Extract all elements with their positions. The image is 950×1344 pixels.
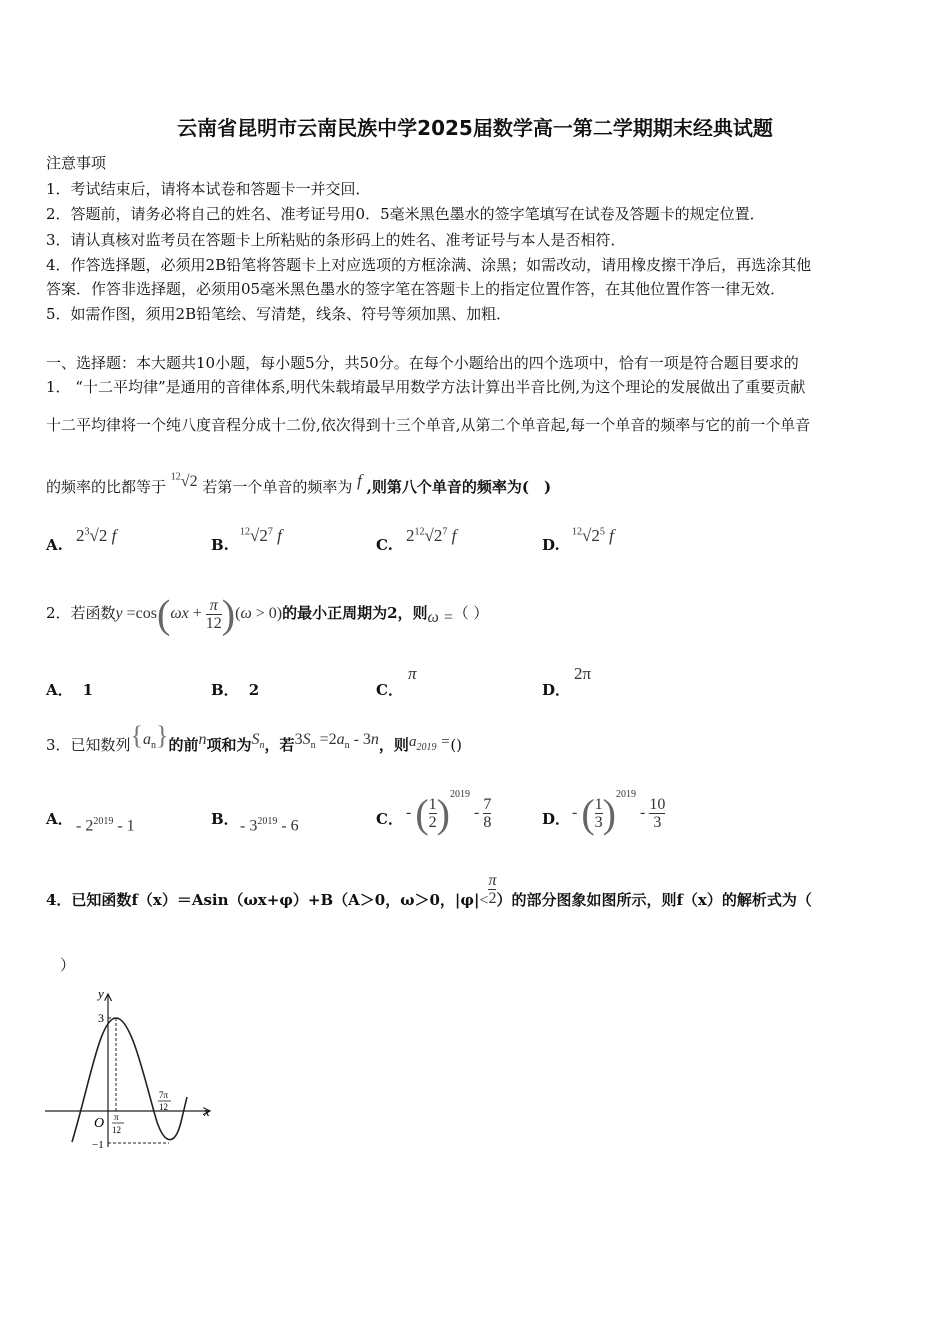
q2-option-d-label: D． (542, 681, 571, 699)
q4-phi-bound: < $\frac{\pi}{2}$ (479, 871, 497, 909)
q1-option-d-label: D. (542, 536, 560, 554)
graph-x2-num: 7π (159, 1090, 169, 1100)
graph-x-label: x (204, 1104, 210, 1119)
q2-function-formula: y =cos(ωx + $\frac{\pi}{12}$ )(ω > 0) (115, 591, 283, 637)
q3-n: n (198, 731, 207, 748)
q3-option-a-label: A． (46, 810, 73, 828)
notice-item-2: 2．答题前，请务必将自己的姓名、准考证号用0．5毫米黑色墨水的签字笔填写在试卷及答题卡的规定位置． (46, 205, 765, 223)
q1-f-symbol: f (357, 471, 362, 490)
q3-option-b-formula: - $3^{2019} - 6$ (240, 816, 299, 835)
q3-prefix: 3．已知数列 (46, 736, 131, 754)
q2-option-b-value: 2 (248, 681, 260, 699)
q3-text-ruo: ，若 (264, 736, 295, 754)
graph-x2-den: 12 (159, 1102, 168, 1112)
q3-option-c-label: C． (376, 810, 403, 828)
q2-option-d-value: 2π (574, 664, 592, 683)
sine-curve (72, 1018, 187, 1142)
q3-option-d-label: D． (542, 810, 571, 828)
q4-text-b: ）的部分图象如图所示，则f（x）的解析式为（ (496, 891, 812, 909)
q2-stem (46, 591, 489, 637)
q1-option-c-formula: $2^{12}√2^7$ f (406, 526, 457, 545)
q3-end: () (450, 736, 463, 754)
notice-item-1: 1．考试结束后，请将本试卷和答题卡一并交回． (46, 180, 371, 198)
q2-prefix: 2．若函数 (46, 604, 116, 622)
q3-option-c-formula: - ( $\frac{1}{2}$ )$^{2019}$ - $\frac{7}{8}$ (406, 788, 492, 836)
q3-text-qian: 的前 (168, 736, 199, 754)
q1-ratio-formula: $^{12}$√2 (170, 471, 198, 490)
notice-item-4-cont: 答案．作答非选择题，必须用05毫米黑色墨水的签字笔在答题卡上的指定位置作答，在其他位置作答一律无效． (46, 280, 786, 298)
q3-stem (46, 722, 462, 762)
q1-option-d-formula: $^{12}√2^5$ f (572, 526, 614, 545)
graph-origin-label: O (94, 1116, 105, 1131)
graph-y-label: y (98, 986, 104, 1001)
q3-sn: $S_n$ (251, 731, 265, 752)
q3-text-ze: ，则 (378, 736, 409, 754)
q1-option-a-label: A. (46, 536, 63, 554)
graph-x1-den: 12 (112, 1125, 121, 1135)
q1-option-a-formula: $2^3√2$ f (76, 526, 117, 545)
notice-item-5: 5．如需作图，须用2B铅笔绘、写清楚，线条、符号等须加黑、加粗． (46, 305, 512, 323)
q2-option-b-label: B． (211, 681, 239, 699)
q3-option-d-formula: - ( $\frac{1}{3}$ )$^{2019}$ - $\frac{10}{3}$ (572, 788, 666, 836)
q4-text-a: 4．已知函数f（x）＝Asin（ωx+φ）+B（A＞0，ω＞0，|φ| (46, 891, 480, 909)
q1-option-c-label: C. (376, 536, 393, 554)
q2-option-c-value: π (408, 664, 417, 683)
q2-end: （ ） (453, 604, 489, 622)
q2-omega-eq: ω = (427, 609, 454, 626)
q2-option-c-label: C． (376, 681, 403, 699)
q3-option-b-label: B． (211, 810, 239, 828)
q1-line1: 1． “十二平均律”是通用的音律体系,明代朱载堉最早用数学方法计算出半音比例,为这个理论的发展做出了重要贡献 (46, 378, 806, 396)
q2-option-a-value: 1 (82, 681, 94, 699)
q3-text-sum: 项和为 (206, 736, 252, 754)
q4-close-paren: ） (60, 956, 76, 974)
graph-y-min-label: −1 (92, 1139, 104, 1151)
q1-option-b-label: B. (211, 536, 229, 554)
q4-stem (46, 872, 812, 928)
section-heading: 一、选择题：本大题共10小题，每小题5分，共50分。在每个小题给出的四个选项中，恰有一项是符合题目要求的 (46, 354, 799, 372)
notice-item-3: 3．请认真核对监考员在答题卡上所粘贴的条形码上的姓名、准考证号与本人是否相符． (46, 231, 626, 249)
page-title: 云南省昆明市云南民族中学2025届数学高一第二学期期末经典试题 (177, 116, 773, 140)
q1-option-b-formula: $^{12}√2^7$ f (240, 526, 282, 545)
q3-a2019: $a_{2019}$ = (408, 734, 451, 753)
q2-option-a-label: A． (46, 681, 73, 699)
q1-line2: 十二平均律将一个纯八度音程分成十二份,依次得到十三个单音,从第二个单音起,每一个单音的频率与它的前一个单音 (46, 416, 811, 434)
notice-heading: 注意事项 (46, 154, 107, 172)
graph-y-max-label: 3 (98, 1011, 104, 1025)
q3-condition-formula: $3S_n =2a_n - 3n$ (294, 731, 379, 752)
q2-option-b (211, 679, 259, 700)
notice-item-4: 4．作答选择题，必须用2B铅笔将答题卡上对应选项的方框涂满、涂黑；如需改动，请用橡皮擦干净后，再选涂其他 (46, 256, 812, 274)
q2-option-a (46, 679, 93, 700)
q1-line3 (46, 471, 552, 497)
q3-sequence-an: $\{a_n\}$ (130, 721, 169, 752)
q3-option-a-formula: - $2^{2019} - 1$ (76, 816, 135, 835)
q4-graph (40, 982, 220, 1157)
graph-x1-num: π (114, 1112, 119, 1122)
q2-suffix: 的最小正周期为2，则 (282, 604, 428, 622)
q1-text-c: ,则第八个单音的频率为( ) (366, 478, 552, 496)
q1-text-a: 的频率的比都等于 (46, 478, 167, 496)
q1-text-b: 若第一个单音的频率为 (202, 478, 353, 496)
